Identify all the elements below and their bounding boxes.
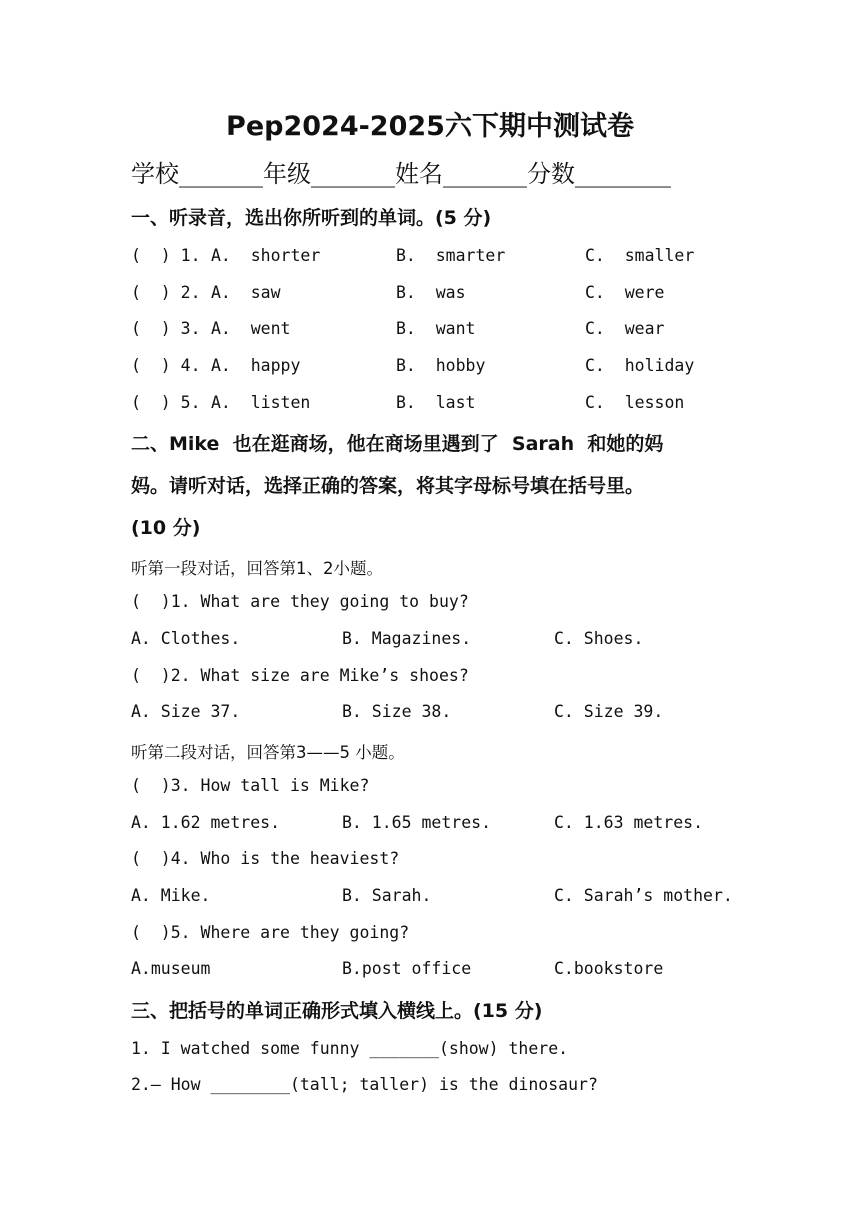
section1-option-b: B. smarter [396,246,506,265]
section2-question-5: ( )5. Where are they going? [131,923,410,942]
section2-question-4: ( )4. Who is the heaviest? [131,849,400,868]
section1-option-a: A. went [211,319,291,338]
section1-option-c: C. were [585,283,665,302]
section2-q5-option-a: A.museum [131,959,211,978]
section2-heading-line1: 二、Mike 也在逛商场，他在商场里遇到了 Sarah 和她的妈 [131,433,664,455]
section2-q4-option-a: A. Mike. [131,886,211,905]
section1-option-c: C. smaller [585,246,695,265]
section2-q5-option-b: B.post office [342,959,472,978]
section3-item-2: 2.— How ________(tall; taller) is the dinosaur? [131,1075,598,1094]
section2-q2-option-b: B. Size 38. [342,702,452,721]
section1-option-b: B. last [396,393,476,412]
section2-heading-line3: (10 分) [131,517,201,539]
section2-part1-intro: 听第一段对话，回答第1、2小题。 [131,559,383,578]
section2-q5-option-c: C.bookstore [554,959,664,978]
section1-option-c: C. lesson [585,393,685,412]
section1-item-number: ( ) 4. [131,356,201,375]
section2-q3-option-b: B. 1.65 metres. [342,813,492,832]
section1-option-b: B. hobby [396,356,486,375]
section1-heading: 一、听录音，选出你所听到的单词。(5 分) [131,207,492,229]
student-info-line: 学校_______年级_______姓名_______分数________ [131,160,671,188]
section2-q2-option-c: C. Size 39. [554,702,664,721]
section1-item-number: ( ) 3. [131,319,201,338]
page-title: Pep2024-2025六下期中测试卷 [226,111,634,142]
section1-item-number: ( ) 5. [131,393,201,412]
section1-option-a: A. happy [211,356,301,375]
section2-question-1: ( )1. What are they going to buy? [131,592,469,611]
section1-option-b: B. was [396,283,466,302]
section2-question-2: ( )2. What size are Mike’s shoes? [131,666,469,685]
section1-item-number: ( ) 1. [131,246,201,265]
section2-q4-option-b: B. Sarah. [342,886,432,905]
section2-heading-line2: 妈。请听对话，选择正确的答案，将其字母标号填在括号里。 [131,475,645,497]
section2-q3-option-c: C. 1.63 metres. [554,813,704,832]
section2-question-3: ( )3. How tall is Mike? [131,776,370,795]
section1-option-a: A. listen [211,393,311,412]
section1-option-a: A. saw [211,283,281,302]
section3-item-1: 1. I watched some funny _______(show) there. [131,1039,569,1058]
section1-option-c: C. wear [585,319,665,338]
section2-q4-option-c: C. Sarah’s mother. [554,886,733,905]
section1-item-number: ( ) 2. [131,283,201,302]
section2-q2-option-a: A. Size 37. [131,702,241,721]
section2-q1-option-a: A. Clothes. [131,629,241,648]
section2-q1-option-b: B. Magazines. [342,629,472,648]
section3-heading: 三、把括号的单词正确形式填入横线上。(15 分) [131,1000,543,1022]
section1-option-a: A. shorter [211,246,321,265]
section1-option-c: C. holiday [585,356,695,375]
section2-q3-option-a: A. 1.62 metres. [131,813,281,832]
section2-q1-option-c: C. Shoes. [554,629,644,648]
section1-option-b: B. want [396,319,476,338]
section2-part2-intro: 听第二段对话，回答第3——5 小题。 [131,743,405,762]
